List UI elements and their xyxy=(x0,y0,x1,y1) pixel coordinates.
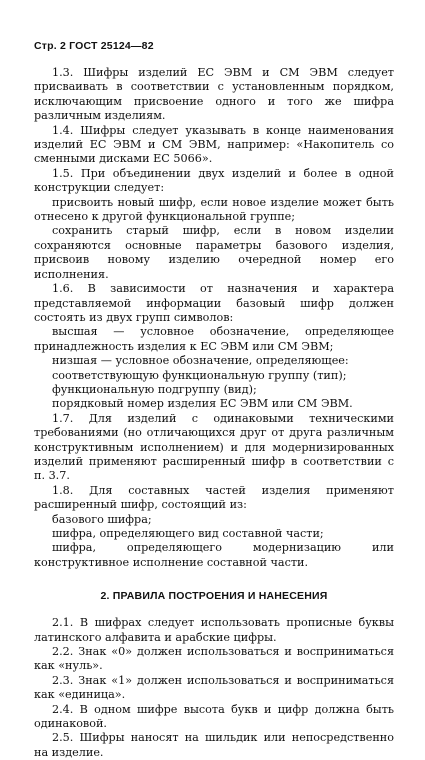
section-title: 2. ПРАВИЛА ПОСТРОЕНИЯ И НАНЕСЕНИЯ xyxy=(100,590,328,603)
paragraph: 2.4. В одном шифре высота букв и цифр должна быть одинаковой. xyxy=(34,702,394,731)
page-header: Стр. 2 ГОСТ 25124—82 xyxy=(34,40,154,52)
paragraph: 2.2. Знак «0» должен использоваться и восприниматься как «нуль». xyxy=(34,645,394,673)
paragraph: шифра, определяющего модернизацию или конструктивное исполнение составной части. xyxy=(34,541,394,569)
paragraph: базового шифра; xyxy=(52,512,152,526)
section-2-text xyxy=(34,616,394,760)
paragraph: низшая — условное обозначение, определяющее: xyxy=(52,354,349,368)
paragraph: 2.5. Шифры наносят на шильдик или непосредственно на изделие. xyxy=(34,731,394,759)
paragraph: сохранить старый шифр, если в новом изделии сохраняются основные параметры базового изделия, присвоив новому изделию очередной номер его исполнения. xyxy=(34,224,394,281)
paragraph: порядковый номер изделия ЕС ЭВМ или СМ ЭВМ. xyxy=(52,397,353,411)
paragraph: высшая — условное обозначение, определяющее принадлежность изделия к ЕС ЭВМ или СМ ЭВМ; xyxy=(34,325,394,353)
paragraph: 1.6. В зависимости от назначения и характера представляемой информации базовый шифр должен состоять из двух групп символов: xyxy=(34,282,394,324)
document-body xyxy=(34,66,394,760)
paragraph: соответствующую функциональную группу (тип); xyxy=(52,368,347,382)
paragraph: 1.4. Шифры следует указывать в конце наименования изделий ЕС ЭВМ и СМ ЭВМ, например: «Накопитель со сменными дисками ЕС 5066». xyxy=(34,123,394,166)
paragraph: 1.5. При объединении двух изделий и более в одной конструкции следует: xyxy=(34,166,394,195)
paragraph: 2.3. Знак «1» должен использоваться и восприниматься как «единица». xyxy=(34,673,394,702)
paragraph: 2.1. В шифрах следует использовать прописные буквы латинского алфавита и арабские цифры. xyxy=(34,616,394,644)
paragraph: шифра, определяющего вид составной части; xyxy=(52,527,324,540)
section-1-text xyxy=(34,66,394,570)
paragraph: присвоить новый шифр, если новое изделие может быть отнесено к другой функциональной группе; xyxy=(34,195,394,224)
paragraph: функциональную подгруппу (вид); xyxy=(52,382,257,396)
paragraph: 1.8. Для составных частей изделия применяют расширенный шифр, состоящий из: xyxy=(34,483,394,512)
paragraph: 1.7. Для изделий с одинаковыми техническими требованиями (но отличающихся друг от друга различным конструктивным исполнением) и для модернизированных изделий применяют расширенный шифр в соответствии с п. 3.7. xyxy=(34,411,394,483)
paragraph: 1.3. Шифры изделий ЕС ЭВМ и СМ ЭВМ следует присваивать в соответствии с установленным порядком, исключающим присвоение одного и того же шифра различным изделиям. xyxy=(34,66,394,123)
